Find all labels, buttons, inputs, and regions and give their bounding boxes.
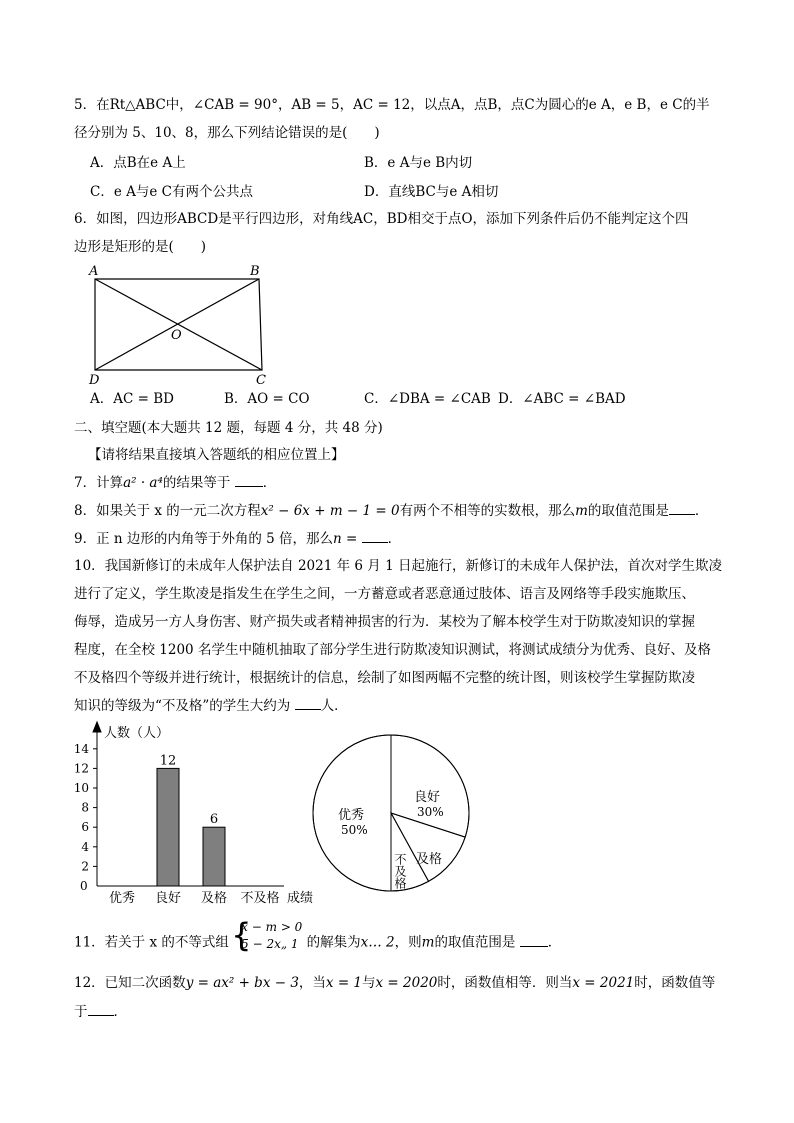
q12-suffix: 时，函数值等 — [634, 975, 716, 991]
q12-answer-blank[interactable] — [88, 1015, 114, 1016]
q8-prefix: 8．如果关于 x 的一元二次方程 — [74, 503, 261, 519]
q6-option-c: C．∠DBA = ∠CAB — [364, 391, 491, 407]
q11-inequality-2: 5 − 2x„ 1 — [241, 937, 299, 951]
q11-middle: 的解集为 — [306, 934, 361, 951]
q10-line5: 不及格四个等级并进行统计，根据统计的信息，绘制了如图两幅不完整的统计图，则该校学生掌握防欺凌 — [74, 670, 695, 686]
q11-inequality-1: x − m > 0 — [241, 920, 303, 934]
y-tick-label-6: 6 — [81, 820, 89, 835]
q8-answer-blank[interactable] — [669, 514, 695, 515]
pie-percent-excellent: 50% — [341, 823, 368, 837]
origin-label: 0 — [80, 879, 88, 893]
y-tick-label-8: 8 — [81, 800, 89, 815]
q8-middle: 有两个不相等的实数根，那么 — [399, 503, 576, 519]
q12-mid1: ，当 — [298, 975, 326, 991]
q11: 11．若关于 x 的不等式组 { x − m > 0 5 − 2x„ 1 的解集为x… 2，则m的取值范围是 ． — [74, 916, 562, 954]
label-c: C — [256, 373, 266, 387]
q12-x2: x = 2020 — [375, 975, 438, 991]
q10-line6-text: 知识的等级为“不及格”的学生大约为 — [74, 698, 291, 714]
x-category-label-1: 良好 — [154, 891, 182, 906]
y-tick-label-12: 12 — [73, 761, 89, 776]
q6-stem-line1: 6．如图，四边形ABCD是平行四边形，对角线AC，BD相交于点O，添加下列条件后仍不能判定这个四 — [74, 211, 689, 227]
q11-middle2: ，则 — [394, 934, 422, 951]
y-tick-label-10: 10 — [73, 781, 89, 795]
q8-variable: m — [575, 503, 588, 519]
q12-function: y = ax² + bx − 3 — [185, 975, 299, 991]
pie-label-pass: 及格 — [416, 852, 443, 867]
x-category-label-2: 及格 — [200, 891, 228, 906]
q6-option-d: D．∠ABC = ∠BAD — [498, 391, 626, 407]
q12-line2-text: 于 — [74, 1004, 88, 1020]
label-o: O — [171, 328, 182, 343]
q12-line2: 于 ． — [74, 1004, 127, 1020]
y-tick-label-2: 2 — [81, 859, 89, 874]
q8-equation: x² − 6x + m − 1 = 0 — [260, 503, 400, 519]
q12-line1 — [74, 974, 715, 992]
q11-suffix: 的取值范围是 — [434, 934, 516, 951]
q11-solution: x… 2 — [360, 934, 395, 951]
pie-percent-good: 30% — [417, 805, 444, 819]
q10-line1: 10．我国新修订的未成年人保护法自 2021 年 6 月 1 日起施行，新修订的未成年人保护法，首次对学生欺凌 — [74, 558, 722, 574]
q11-answer-blank[interactable] — [520, 946, 548, 947]
q7-prefix: 7．计算 — [74, 475, 124, 491]
q5-stem-line2: 径分别为 5、10、8，那么下列结论错误的是( ) — [74, 125, 380, 141]
pie-chart — [300, 720, 490, 910]
q5-option-a: A．点B在e A上 — [90, 155, 186, 171]
q12-mid2: 时，函数值相等．则当 — [437, 975, 573, 991]
q6-stem-line2: 边形是矩形的是( ) — [74, 239, 207, 255]
label-d: D — [89, 373, 100, 387]
q6-option-b: B．AO = CO — [224, 391, 310, 407]
y-tick-label-4: 4 — [81, 839, 89, 854]
bar-chart — [70, 720, 330, 910]
bar-1 — [157, 768, 179, 886]
bar-value-label-1: 12 — [159, 753, 177, 769]
q9-expression: n = — [333, 531, 358, 547]
y-axis-arrow — [93, 722, 101, 732]
q5-option-c: C．e A与e C有两个公共点 — [90, 184, 253, 200]
q10-line4: 程度，在全校 1200 名学生中随机抽取了部分学生进行防欺凌知识测试，将测试成绩分为优秀、良好、及格 — [74, 642, 711, 658]
q5-option-b: B．e A与e B内切 — [364, 155, 473, 171]
q11-prefix: 11．若关于 x 的不等式组 — [74, 934, 229, 951]
q10-line6 — [74, 697, 348, 715]
label-a: A — [89, 264, 99, 279]
x-axis-label: 成绩 — [287, 891, 314, 906]
y-axis-label: 人数（人） — [104, 726, 170, 741]
q9-answer-blank[interactable] — [362, 542, 388, 543]
q12-x3: x = 2021 — [572, 975, 635, 991]
q12-x1: x = 1 — [325, 975, 363, 991]
q7-expression: a² · a⁴ — [123, 475, 163, 491]
q6-option-a: A．AC = BD — [90, 391, 174, 407]
q10-line3: 侮辱，造成另一方人身伤害、财产损失或者精神损害的行为．某校为了解本校学生对于防欺凌知识的掌握 — [74, 614, 695, 630]
pie-label-excellent: 优秀 — [338, 808, 365, 823]
q9-prefix: 9．正 n 边形的内角等于外角的 5 倍，那么 — [74, 531, 334, 547]
q5-option-d: D．直线BC与e A相切 — [364, 184, 499, 200]
q7: 7．计算a² · a⁴的结果等于 ． — [74, 475, 277, 491]
q11-system — [231, 916, 303, 954]
section-title: 二、填空题(本大题共 12 题，每题 4 分，共 48 分) — [74, 420, 383, 436]
bar-value-label-2: 6 — [209, 812, 219, 828]
q12-and: 与 — [362, 975, 376, 991]
q5-stem-line1: 5．在Rt△ABC中，∠CAB = 90°，AB = 5，AC = 12，以点A，点B，点C为圆心的e A，e B，e C的半 — [74, 97, 710, 113]
x-category-label-0: 优秀 — [108, 891, 136, 906]
section-note: 【请将结果直接填入答题纸的相应位置上】 — [88, 447, 345, 463]
q8: 8．如果关于 x 的一元二次方程x² − 6x + m − 1 = 0有两个不相等的实数根，那么m的取值范围是 ． — [74, 503, 709, 519]
q10-answer-blank[interactable] — [295, 709, 321, 710]
q7-answer-blank[interactable] — [235, 486, 263, 487]
q12-prefix: 12．已知二次函数 — [74, 975, 186, 991]
q10-line6-end: 人． — [320, 698, 348, 714]
q11-brace: { — [231, 916, 252, 954]
q7-suffix: 的结果等于 — [162, 475, 231, 491]
bar-2 — [203, 827, 225, 886]
y-tick-label-14: 14 — [73, 741, 89, 756]
q11-variable: m — [421, 934, 435, 951]
q10-line2: 进行了定义，学生欺凌是指发生在学生之间，一方蓄意或者恶意通过肢体、语言及网络等手段实施欺压、 — [74, 586, 695, 602]
parallelogram-figure — [84, 262, 274, 387]
x-category-label-3: 不及格 — [240, 891, 280, 906]
pie-label-fail: 不及格 — [393, 853, 407, 889]
pie-label-good: 良好 — [414, 790, 441, 805]
label-b: B — [250, 264, 260, 279]
q8-suffix: 的取值范围是 — [587, 503, 669, 519]
q9: 9．正 n 边形的内角等于外角的 5 倍，那么n = ． — [74, 531, 402, 547]
